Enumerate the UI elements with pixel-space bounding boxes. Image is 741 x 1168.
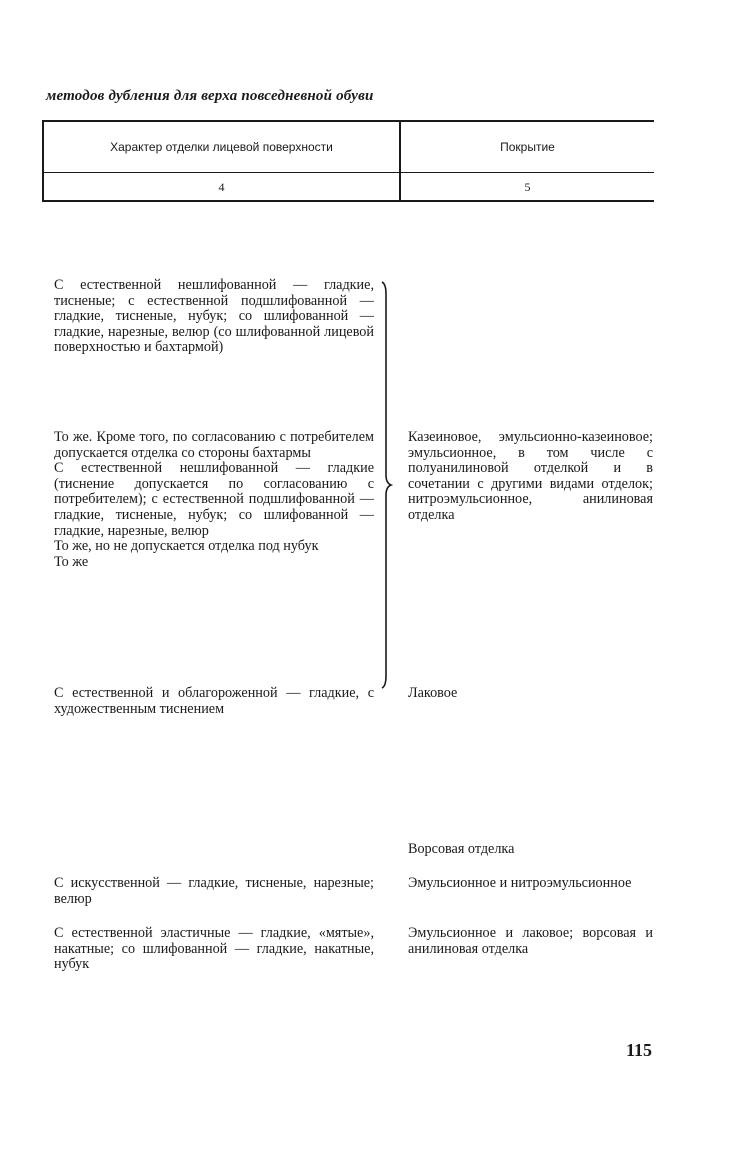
row1-col4: С естественной нешлифованной — гладкие, тисненые; с естественной подшлифованной — гладкие, тисненые, нубук; со шлифованной — гладкие, нарезные, велюр (со шлифованной лицевой поверхностью и бахтармой): [54, 277, 374, 356]
row2-col5: Казеиновое, эмульсионно-казеиновое; эмульсионное, в том числе с полуанилиновой отделкой и в сочетании с другими видами отделок; нитроэмульсионное, анилиновая отделка: [408, 429, 653, 523]
row2-line3: То же, но не допускается отделка под нубук: [54, 538, 319, 555]
header-divider-rule: [42, 172, 654, 173]
row2-line1: То же. Кроме того, по согласованию с потребителем допускается отделка со стороны бахтармы: [54, 429, 374, 461]
row6-col5: Эмульсионное и лаковое; ворсовая и анилиновая отделка: [408, 925, 653, 957]
header-col5-number: 5: [524, 180, 531, 194]
row2-line2: С естественной нешлифованной — гладкие (тиснение допускается по согласованию с потребителем); с естественной подшлифованной — гладкие, тисненые, нубук; со шлифованной — гладкие, нарезные, велюр: [54, 460, 374, 539]
header-col4-label: Характер отделки лицевой поверхности: [110, 140, 333, 154]
page-number: 115: [626, 1040, 653, 1060]
row4-col5: Ворсовая отделка: [408, 841, 515, 857]
row6-col4: С естественной эластичные — гладкие, «мятые», накатные; со шлифованной — гладкие, накатные, нубук: [54, 925, 374, 973]
row5-col4: С искусственной — гладкие, тисненые, нарезные; велюр: [54, 875, 374, 907]
table-top-rule: [42, 120, 654, 122]
row5-col5: Эмульсионное и нитроэмульсионное: [408, 875, 632, 891]
row2-col4: [54, 430, 374, 570]
header-col4-number: 4: [218, 180, 225, 194]
header-col5-label: Покрытие: [500, 140, 555, 154]
group-brace-icon: [380, 280, 394, 690]
number-row-bottom-rule: [42, 200, 654, 202]
table-caption: методов дубления для верха повседневной обуви: [46, 88, 374, 104]
row2-line4: То же: [54, 553, 89, 570]
row3-col5: Лаковое: [408, 685, 458, 701]
row3-col4: С естественной и облагороженной — гладкие, с художественным тиснением: [54, 685, 374, 717]
